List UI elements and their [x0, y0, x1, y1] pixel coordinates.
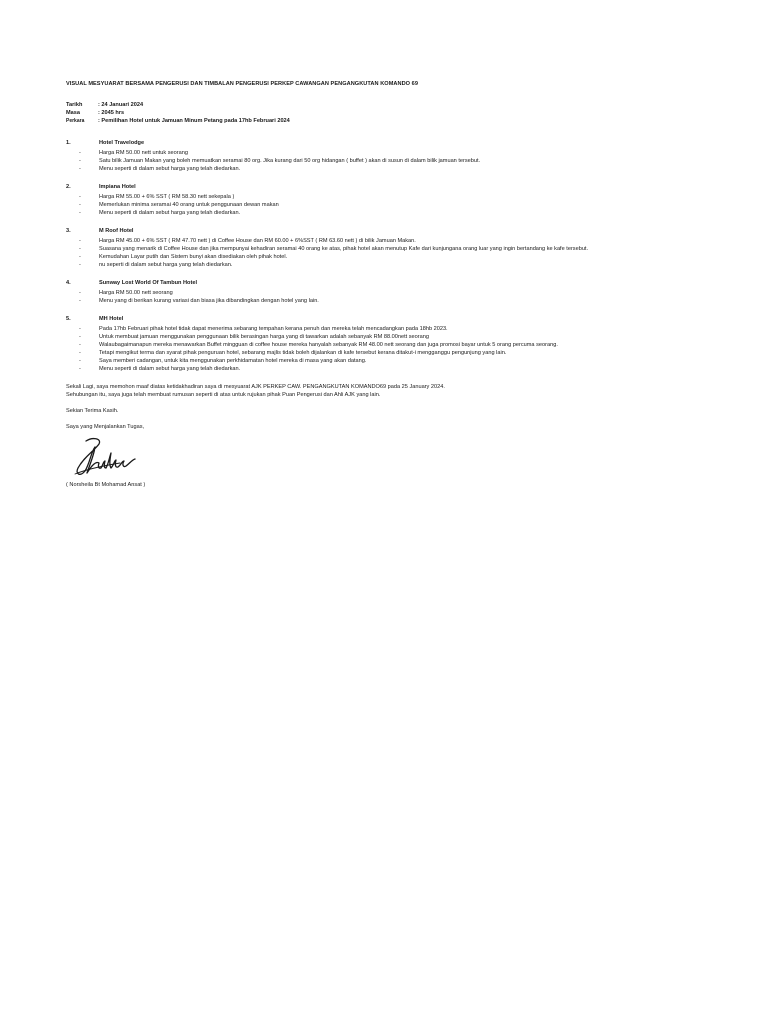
hotel-section	[66, 183, 728, 217]
meta-row-date	[66, 101, 728, 109]
list-item	[66, 149, 728, 157]
bullet-dash: -	[79, 210, 81, 216]
bullet-dash: -	[79, 326, 81, 332]
meta-value: : 2045 hrs	[98, 110, 125, 116]
hotel-section	[66, 279, 728, 305]
section-number: 5.	[66, 316, 71, 322]
list-item	[66, 201, 728, 209]
bullet-text: Harga RM 45.00 + 6% SST ( RM 47.70 nett ) di Coffee House dan RM 60.00 + 6%SST ( RM 63.60 nett ) di bilik Jamuan Makan.	[99, 238, 416, 244]
meta-row-time	[66, 109, 728, 117]
list-item	[66, 289, 728, 297]
closing-block	[66, 383, 728, 489]
bullet-list	[66, 149, 728, 173]
list-item	[66, 165, 728, 173]
bullet-text: Suasana yang menarik di Coffee House dan jika mempunyai kehadiran seramai 40 orang ke atas, pihak hotel akan menutup Kafe dari kunjungana orang luar yang ingin bertandang ke kafe tersebut.	[99, 246, 589, 252]
list-item	[66, 261, 728, 269]
list-item	[66, 325, 728, 333]
hotel-name: Sunway Lost World Of Tambun Hotel	[99, 280, 197, 286]
section-heading	[66, 183, 728, 191]
meta-label: Tarikh	[66, 102, 83, 108]
list-item	[66, 237, 728, 245]
bullet-text: Menu seperti di dalam sebut harga yang telah diedarkan.	[99, 366, 241, 372]
hotel-name: M Roof Hotel	[99, 228, 134, 234]
bullet-dash: -	[79, 202, 81, 208]
bullet-text: Memerlukan minima seramai 40 orang untuk penggunaan dewan makan	[99, 202, 279, 208]
apology-paragraph: Sekali Lagi, saya memohon maaf diatas ketidakhadiran saya di mesyuarat AJK PERKEP CAW. PENGANGKUTAN KOMANDO69 pada 25 January 2024.	[66, 384, 445, 390]
bullet-text: Menu yang di berikan kurang variasi dan biasa jika dibandingkan dengan hotel yang lain.	[99, 298, 319, 304]
bullet-dash: -	[79, 342, 81, 348]
section-heading	[66, 315, 728, 323]
bullet-text: Satu bilik Jamuan Makan yang boleh memuatkan seramai 80 org. Jika kurang dari 50 org hidangan ( buffet ) akan di susun di dalam bilik jamuan tersebut.	[99, 158, 481, 164]
sign-intro: Saya yang Menjalankan Tugas,	[66, 424, 145, 430]
bullet-dash: -	[79, 298, 81, 304]
bullet-dash: -	[79, 150, 81, 156]
bullet-text: Harga RM 55.00 + 6% SST ( RM 58.30 nett sekepala )	[99, 194, 235, 200]
list-item	[66, 193, 728, 201]
hotel-section	[66, 139, 728, 173]
list-item	[66, 297, 728, 305]
bullet-dash: -	[79, 350, 81, 356]
meta-value: : Pemilihan Hotel untuk Jamuan Minum Petang pada 17hb Februari 2024	[98, 118, 290, 124]
meta-value: : 24 Januari 2024	[98, 102, 144, 108]
bullet-dash: -	[79, 366, 81, 372]
bullet-dash: -	[79, 290, 81, 296]
bullet-text: Saya memberi cadangan, untuk kita menggunakan perkhidamatan hotel mereka di masa yang akan datang.	[99, 358, 367, 364]
bullet-text: Tetapi mengikut terma dan syarat pihak penguruan hotel, sebarang majlis tidak boleh dijalankan di kafe tersebut kerana ditakut-i mengganggu pengunjung yang lain.	[99, 350, 507, 356]
hotel-name: MH Hotel	[99, 316, 124, 322]
bullet-dash: -	[79, 358, 81, 364]
list-item	[66, 157, 728, 165]
bullet-list	[66, 325, 728, 373]
list-item	[66, 253, 728, 261]
bullet-text: Walaubagaimanapun mereka menawarkan Buffet mingguan di coffee house mereka hanyalah sebanyak RM 48.00 nett seorang dan juga promosi bayar untuk 5 orang percuma seorang.	[99, 342, 558, 348]
list-item	[66, 349, 728, 357]
handwritten-signature	[72, 435, 138, 481]
list-item	[66, 209, 728, 217]
hotel-name: Impiana Hotel	[99, 184, 136, 190]
bullet-list	[66, 193, 728, 217]
bullet-text: nu seperti di dalam sebut harga yang telah diedarkan.	[99, 262, 233, 268]
bullet-dash: -	[79, 262, 81, 268]
meta-row-subject	[66, 117, 728, 125]
list-item	[66, 357, 728, 365]
signature-block	[66, 423, 728, 489]
document-title: VISUAL MESYUARAT BERSAMA PENGERUSI DAN TIMBALAN PENGERUSI PERKEP CAWANGAN PENGANGKUTAN KOMANDO 69	[66, 81, 418, 87]
bullet-dash: -	[79, 158, 81, 164]
bullet-text: Untuk membuat jamuan menggunakan penggunaan bilik berasingan harga yang di tawarkan adalah sebanyak RM 88.00nett seorang	[99, 334, 429, 340]
hotel-sections	[66, 139, 728, 373]
summary-paragraph: Sehubungan itu, saya juga telah membuat rumusan seperti di atas untuk rujukan pihak Puan Pengerusi dan Ahli AJK yang lain.	[66, 392, 381, 398]
section-number: 2.	[66, 184, 71, 190]
section-heading	[66, 227, 728, 235]
bullet-dash: -	[79, 194, 81, 200]
bullet-dash: -	[79, 254, 81, 260]
bullet-dash: -	[79, 334, 81, 340]
list-item	[66, 333, 728, 341]
bullet-text: Menu seperti di dalam sebut harga yang telah diedarkan.	[99, 166, 241, 172]
section-number: 4.	[66, 280, 71, 286]
hotel-section	[66, 227, 728, 269]
section-heading	[66, 279, 728, 287]
hotel-name: Hotel Travelodge	[99, 140, 145, 146]
section-heading	[66, 139, 728, 147]
section-number: 3.	[66, 228, 71, 234]
bullet-text: Menu seperti di dalam sebut harga yang telah diedarkan.	[99, 210, 241, 216]
meta-label: Masa	[66, 110, 80, 116]
bullet-text: Kemudahan Layar putih dan Sistem bunyi akan disediakan oleh pihak hotel.	[99, 254, 288, 260]
meta-block	[66, 101, 728, 125]
meta-label: Perkara	[66, 118, 85, 124]
bullet-dash: -	[79, 238, 81, 244]
bullet-text: Pada 17hb Februari pihak hotel tidak dapat menerima sebarang tempahan kerana penuh dan mereka telah mencadangkan pada 18hb 2023.	[99, 326, 448, 332]
bullet-list	[66, 289, 728, 305]
section-number: 1.	[66, 140, 71, 146]
bullet-text: Harga RM 50.00 nett untuk seorang	[99, 150, 188, 156]
bullet-list	[66, 237, 728, 269]
list-item	[66, 245, 728, 253]
thanks-text: Sekian Terima Kasih.	[66, 408, 119, 414]
bullet-text: Harga RM 50.00 nett seorang	[99, 290, 173, 296]
signer-name: ( Norsheila Bt Mohamad Ansat )	[66, 482, 146, 488]
bullet-dash: -	[79, 166, 81, 172]
bullet-dash: -	[79, 246, 81, 252]
list-item	[66, 365, 728, 373]
list-item	[66, 341, 728, 349]
hotel-section	[66, 315, 728, 373]
